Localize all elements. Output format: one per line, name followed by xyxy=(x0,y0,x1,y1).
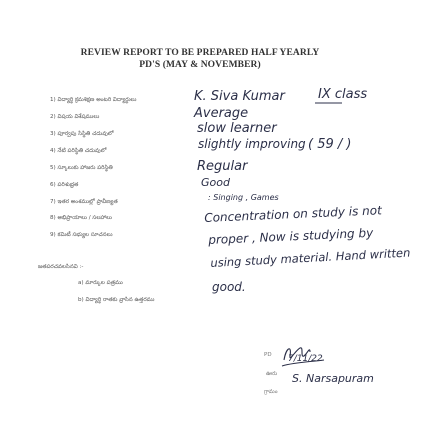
report-subtitle: PD'S (MAY & NOVEMBER) xyxy=(139,60,261,70)
present-answer: slightly improving xyxy=(198,137,306,151)
attachments-label: జతపరచవలసినవి :- xyxy=(38,264,84,270)
pd-label: PD xyxy=(264,352,272,358)
skills-answer: : Singing , Games xyxy=(208,193,279,202)
remark-line-4: good. xyxy=(212,280,246,294)
attendance-answer: Regular xyxy=(197,159,248,174)
hygiene-answer: Good xyxy=(201,176,230,189)
question-1: 1) విద్యార్థి క్రమశిక్షణ అంటరి విద్యార్థులు xyxy=(50,97,137,103)
signature-date: 7/11/22 xyxy=(288,354,323,364)
remark-line-2: proper , Now is studying by xyxy=(208,225,374,247)
question-8: 8) అభిప్రాయాలు / సలహాలు xyxy=(50,215,112,221)
remark-line-3: using study material. Hand written xyxy=(210,245,411,270)
question-9: 9) కమిటీ సభ్యుల సూచనలు xyxy=(50,232,113,238)
village-label: గ్రామం xyxy=(264,389,278,395)
remark-line-1: Concentration on study is not xyxy=(204,203,383,225)
question-4: 4) నేటి పరిస్థితి చదువులో xyxy=(50,148,107,154)
report-title: REVIEW REPORT TO BE PREPARED HALF YEARLY xyxy=(80,48,320,58)
question-6: 6) పరిశుభ్రత xyxy=(50,182,79,188)
place-label: ఊరు xyxy=(266,371,278,377)
ability-answer: Average xyxy=(194,106,249,121)
question-5: 5) స్కూలుకు హాజరు పరిస్థితి xyxy=(50,165,113,171)
class-underline xyxy=(314,101,344,105)
question-2: 2) విషయ విశేషములు xyxy=(50,114,100,120)
student-name: K. Siva Kumar xyxy=(194,89,285,104)
question-3: 3) పూర్వపు సిస్థితి చదువులో xyxy=(50,131,114,137)
question-7: 7) ఇతర అంశముల్లో ప్రావీణ్యత xyxy=(50,199,118,205)
attachment-a: a) మార్కుల పత్రము xyxy=(78,280,123,286)
percent-answer: ( 59 / ) xyxy=(308,137,352,152)
attachment-b: b) విద్యార్థి రాతకు వ్రాసిన ఉత్తరము xyxy=(78,297,155,303)
past-answer: slow learner xyxy=(197,121,277,136)
signature-place: S. Narsapuram xyxy=(292,372,374,385)
student-class: IX class xyxy=(318,87,368,102)
